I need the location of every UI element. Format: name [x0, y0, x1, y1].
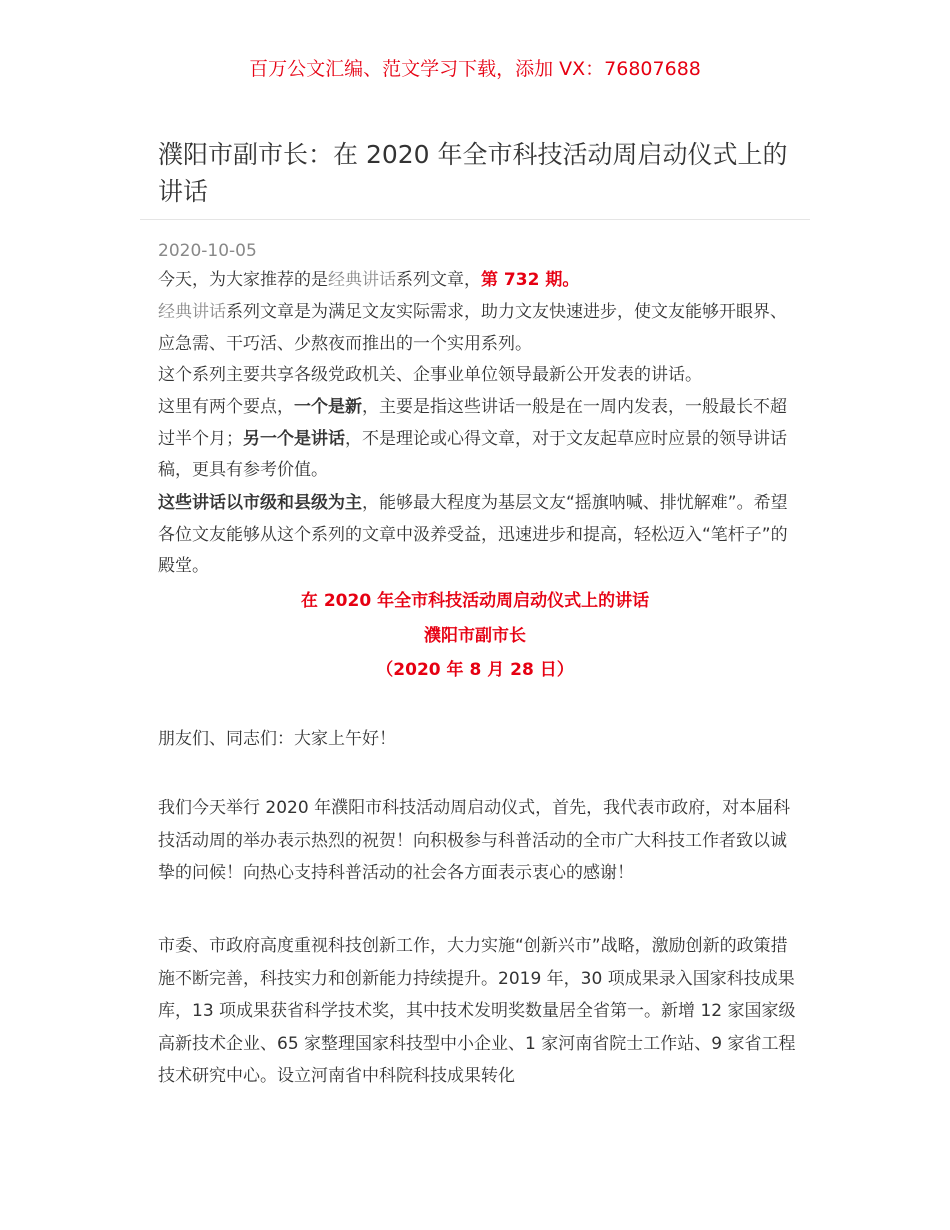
series-name: 经典讲话 [158, 302, 226, 322]
emphasis-text: 这些讲话以市级和县级为主 [158, 493, 362, 513]
title-divider [140, 219, 810, 220]
intro-text: 今天，为大家推荐的是 [158, 270, 328, 290]
speech-paragraph-2: 市委、市政府高度重视科技创新工作，大力实施“创新兴市”战略，激励创新的政策措施不断完善，科技实力和创新能力持续提升。2019 年，30 项成果录入国家科技成果库，13 项成果获省科学技术奖，其中技术发明奖数量居全省第一。新增 12 家国家级高新技术企业、65 家整理国家科技型中小企业、1 家河南省院士工作站、9 家省工程技术研究中心。设立河南省中科院科技成果转化 [158, 936, 796, 1086]
intro-text: 这里有两个要点， [158, 397, 294, 417]
issue-number: 第 732 期。 [481, 270, 580, 290]
speech-speaker: 濮阳市副市长 [424, 626, 526, 646]
intro-paragraph-2 [158, 297, 798, 360]
publish-date: 2020-10-05 [158, 241, 257, 261]
speech-greeting: 朋友们、同志们：大家上午好！ [158, 729, 396, 749]
article-title: 濮阳市副市长：在 2020 年全市科技活动周启动仪式上的讲话 [158, 140, 788, 206]
key-point-1: 一个是新 [294, 397, 362, 417]
speech-date: （2020 年 8 月 28 日） [376, 660, 574, 680]
intro-text: ，不是理论或心得文章，对于文友起草应时应景的领导讲话稿，更具有参考价值。 [158, 428, 787, 480]
key-point-2: 另一个是讲话 [243, 428, 345, 449]
intro-paragraph-3: 这个系列主要共享各级党政机关、企事业单位领导最新公开发表的讲话。 [158, 365, 702, 385]
speech-title: 在 2020 年全市科技活动周启动仪式上的讲话 [300, 591, 650, 611]
intro-text: 系列文章， [396, 270, 481, 290]
intro-text: 系列文章是为满足文友实际需求，助力文友快速进步，使文友能够开眼界、应急需、干巧活、少熬夜而推出的一个实用系列。 [158, 302, 787, 354]
intro-text: ，能够最大程度为基层文友“摇旗呐喊、排忧解难”。希望各位文友能够从这个系列的文章中汲养受益，迅速进步和提高，轻松迈入“笔杆子”的殿堂。 [158, 493, 788, 576]
intro-paragraph-4 [158, 392, 798, 487]
intro-text: ，主要是指这些讲话一般是在一周内发表，一般最长不超过半个月； [158, 397, 787, 449]
promo-banner: 百万公文汇编、范文学习下载，添加 VX：76807688 [249, 58, 701, 80]
series-name: 经典讲话 [328, 270, 396, 290]
speech-paragraph-1: 我们今天举行 2020 年濮阳市科技活动周启动仪式，首先，我代表市政府，对本届科技活动周的举办表示热烈的祝贺！向积极参与科普活动的全市广大科技工作者致以诚挚的问候！向热心支持科普活动的社会各方面表示衷心的感谢！ [158, 798, 791, 883]
intro-paragraph-1 [158, 265, 798, 297]
intro-paragraph-5 [158, 488, 798, 583]
